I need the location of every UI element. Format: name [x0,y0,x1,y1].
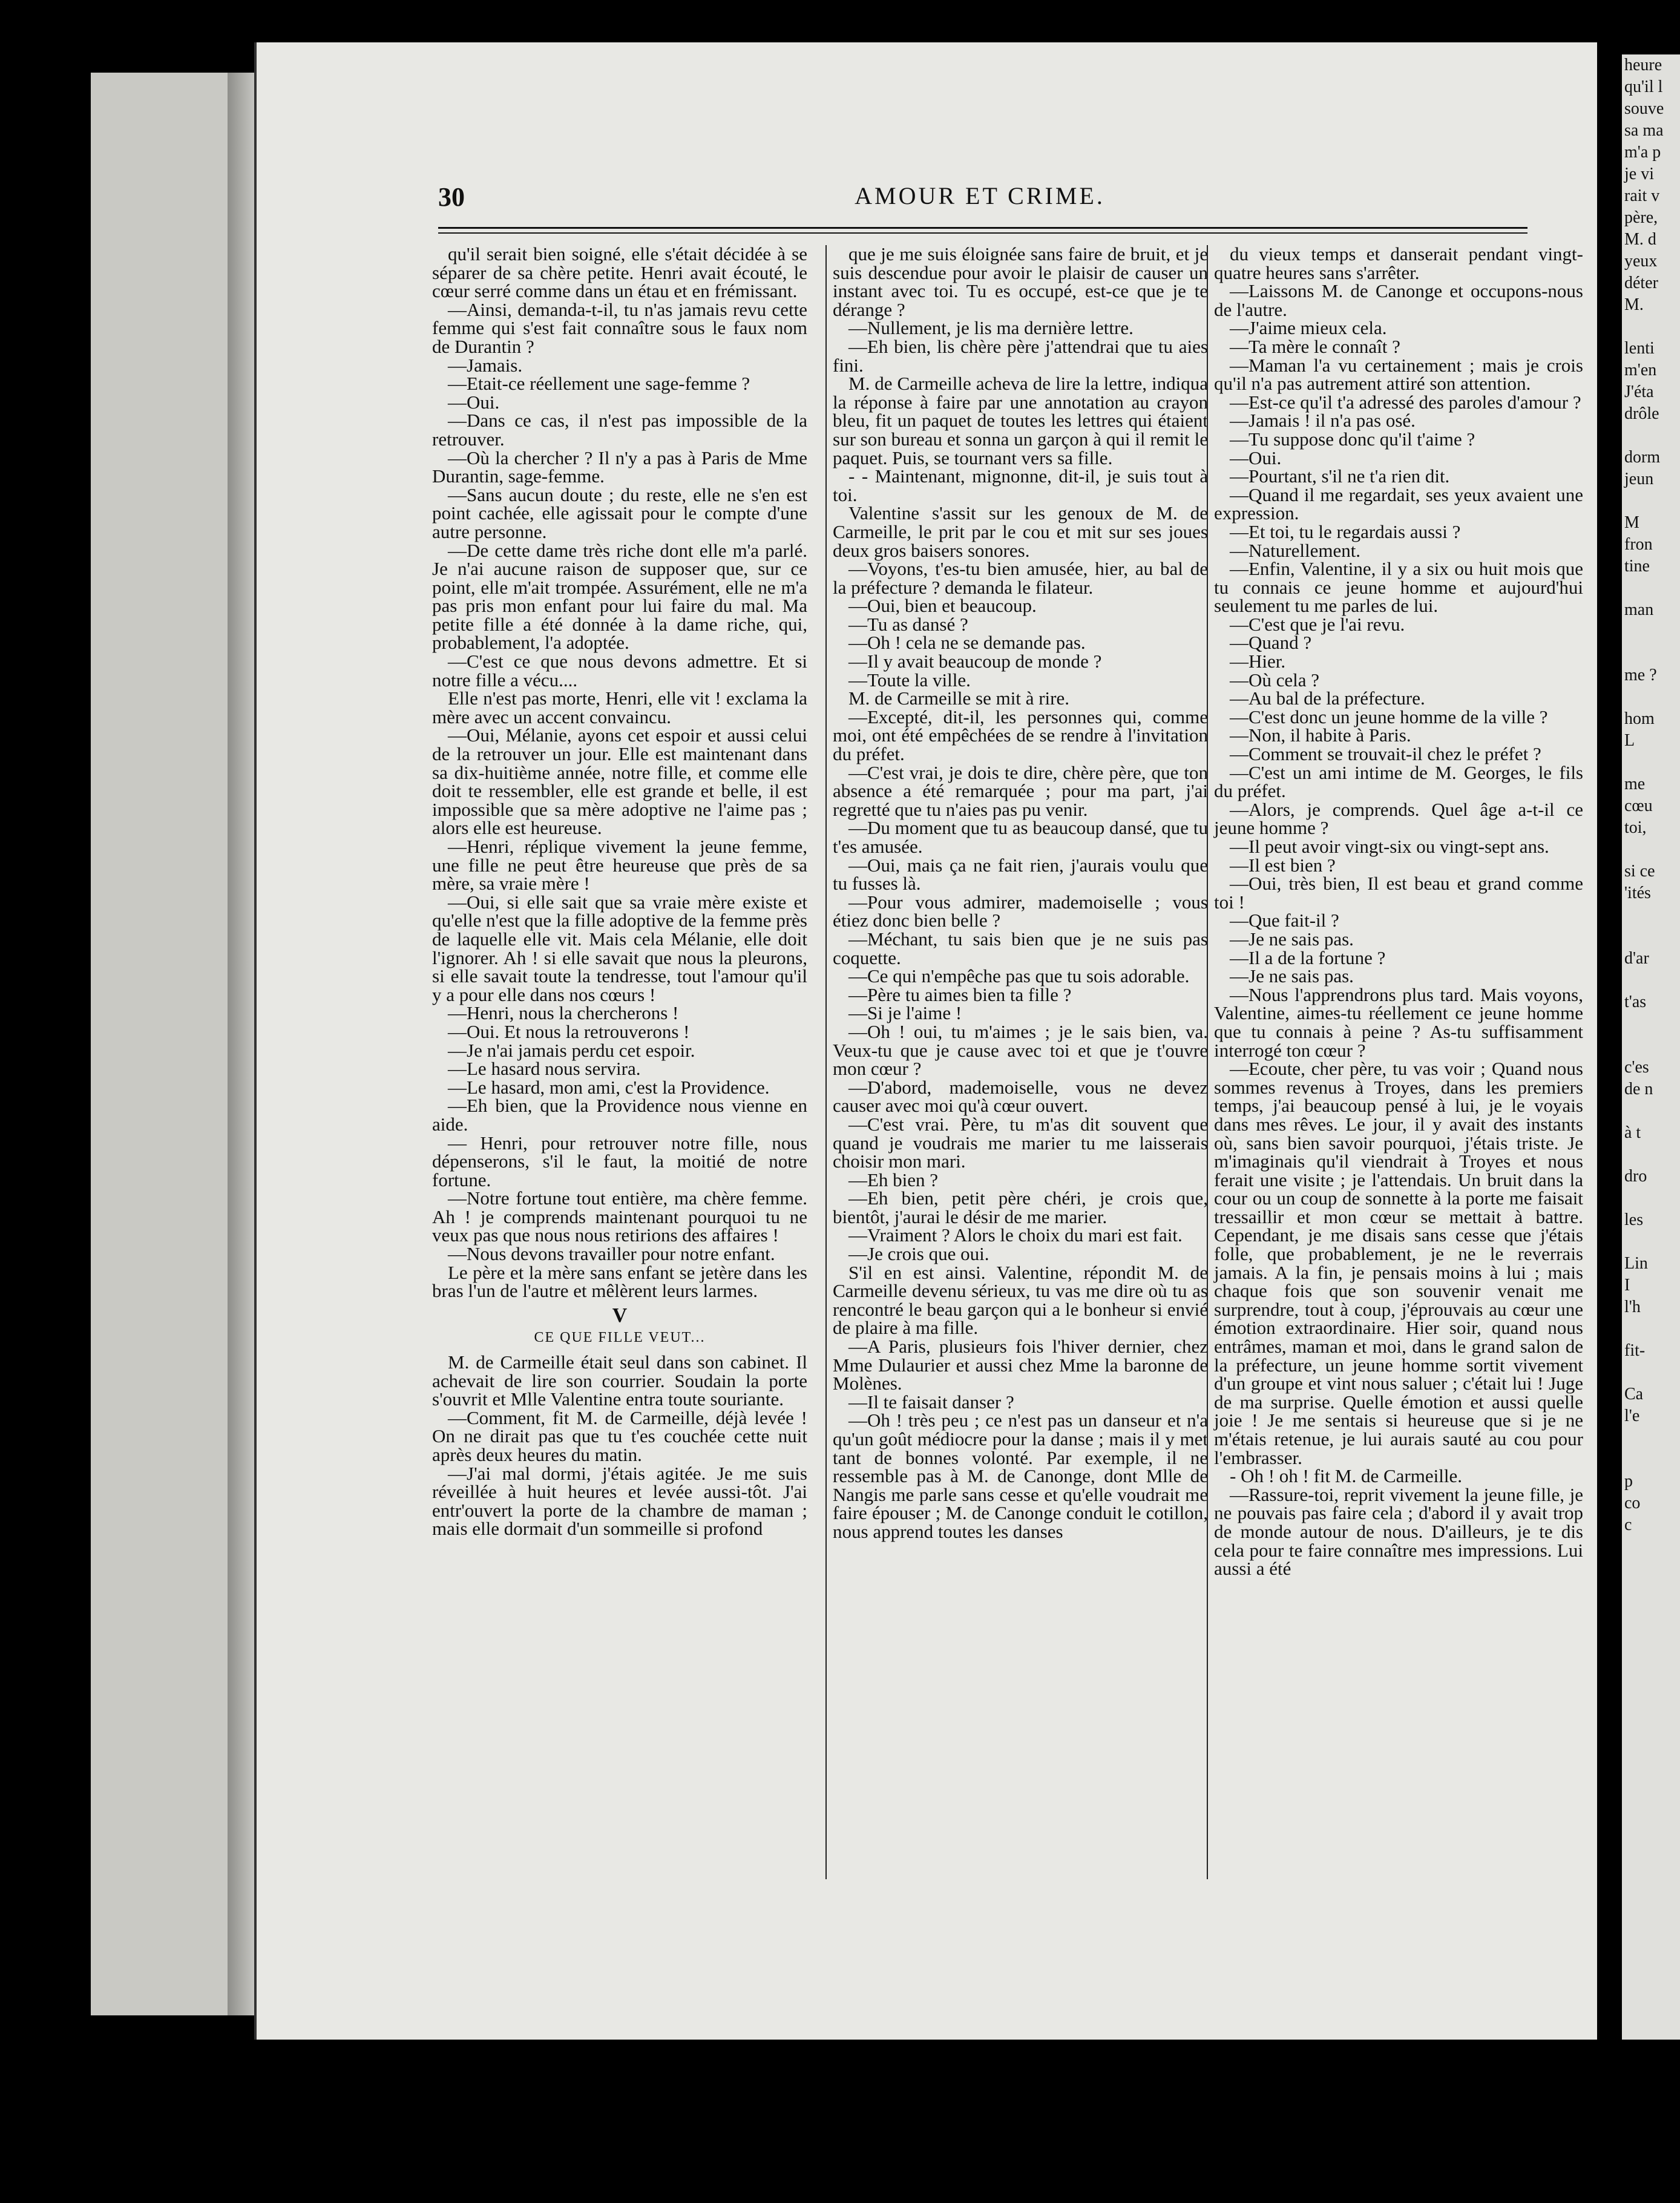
fragment-line: J'éta [1624,382,1654,401]
paragraph: Le père et la mère sans enfant se jetère dans les bras l'un de l'autre et mêlèrent leurs larmes. [432,1261,807,1302]
fragment-line: Ca [1624,1385,1644,1404]
fragment-line: souve [1624,99,1664,118]
fragment-line: hom [1624,709,1655,728]
fragment-line: me [1624,775,1646,793]
fragment-line [1622,1144,1680,1166]
paragraph: S'il en est ainsi. Valentine, répondit M. de Carmeille devenu sérieux, tu vas me dire où tu as rencontré le beau garçon qui a le bonheur si envié de plaire à ma fille. [833,1261,1208,1339]
fragment-line [1622,686,1680,708]
paragraph: —Le hasard nous servira. [448,1058,641,1080]
paragraph: —Où la chercher ? Il n'y a pas à Paris de Mme Durantin, sage-femme. [432,447,807,487]
column-3 [1207,245,1583,1879]
paragraph: —De cette dame très riche dont elle m'a parlé. Je n'ai aucune raison de supposer que, sur ce point, elle m'ait trompée. Assurément, elle ne m'a pas pris mon enfant pour lui faire du mal. Ma petite fille a été donnée à la dame riche, qui, probablement, l'a adoptée. [432,539,807,654]
paragraph: —Non, il habite à Paris. [1230,724,1411,746]
paragraph: —C'est vrai, je dois te dire, chère père, que ton absence a été remarquée ; pour ma part, j'ai regretté que tu n'aies pas pu venir. [833,761,1208,820]
fragment-line: M. d [1624,230,1656,249]
paragraph: Elle n'est pas morte, Henri, elle vit ! exclama la mère avec un accent convaincu. [432,688,807,727]
paragraph: —Comment, fit M. de Carmeille, déjà levée ! On ne dirait pas que tu t'es couchée cette nuit après deux heures du matin. [432,1407,807,1465]
fragment-line: fit- [1624,1341,1646,1360]
paragraph: —Quand il me regardait, ses yeux avaient une expression. [1214,484,1583,524]
paragraph: —Père tu aimes bien ta fille ? [848,983,1072,1005]
paragraph: —Notre fortune tout entière, ma chère femme. Ah ! je comprends maintenant pourquoi tu ne veux pas que nous nous retirions des affaires ! [432,1187,807,1246]
paragraph: —Il peut avoir vingt-six ou vingt-sept ans. [1230,836,1549,857]
fragment-line [1622,577,1680,599]
paragraph: —Oh ! cela ne se demande pas. [848,632,1086,654]
paragraph: —Eh bien, que la Providence nous vienne en aide. [432,1095,807,1135]
fragment-line [1622,643,1680,665]
paragraph: —C'est un ami intime de M. Georges, le fils du préfet. [1214,761,1583,802]
paragraph: —Hier. [1230,651,1286,672]
paragraph: —Voyons, t'es-tu bien amusée, hier, au bal de la préfecture ? demanda le filateur. [833,558,1208,598]
paragraph: —Nous l'apprendrons plus tard. Mais voyons, Valentine, aimes-tu réellement ce jeune homme que tu connais à peine ? As-tu suffisamment interrogé ton cœur ? [1214,983,1583,1061]
fragment-line: à t [1624,1123,1641,1142]
fragment-line: l'h [1624,1298,1641,1316]
fragment-line: l'e [1624,1407,1640,1425]
paragraph: —Jamais ! il n'a pas osé. [1230,410,1416,432]
paragraph: —Maman l'a vu certainement ; mais je crois qu'il n'a pas autrement attiré son attention. [1214,354,1583,395]
paragraph: Valentine s'assit sur les genoux de M. de Carmeille, le prit par le cou et mit sur ses joues deux gros baisers sonores. [833,502,1208,561]
paragraph: —Oui. Et nous la retrouverons ! [448,1020,690,1042]
paragraph: du vieux temps et danserait pendant vingt-quatre heures sans s'arrêter. [1214,245,1583,283]
paragraph: —Nullement, je lis ma dernière lettre. [848,317,1134,339]
paragraph: —Ecoute, cher père, tu vas voir ; Quand nous sommes revenus à Troyes, dans les premiers temps, j'ai beaucoup pensé à lui, je le voyais dans mes rêves. Le jour, il y avait des instants où, sans bien savoir pourquoi, j'étais triste. Je m'imaginais qu'il viendrait à Troyes et nous ferait une visite ; je l'attendais. Un bruit dans la cour ou un coup de sonnette à la porte me faisait tressaillir et mon cœur se mettait à battre. Cependant, je me disais sans cesse que j'étais folle, que probablement, je ne le reverrais jamais. A la fin, je pensais moins à lui ; mais chaque fois que son souvenir venait me surprendre, tout à coup, j'éprouvais au cœur une émotion extraordinaire. Hier soir, quand nous entrâmes, maman et moi, dans le grand salon de la préfecture, un jeune homme sortit vivement d'un groupe et vint nous saluer ; c'était lui ! Juge de ma surprise. Quelle émotion et aussi quelle joie ! Je me sentais si heureuse que si je ne m'étais retenue, je lui aurais sauté au cou pour l'embrasser. [1214,1058,1583,1468]
paragraph: —Je n'ai jamais perdu cet espoir. [448,1039,695,1061]
fragment-line: me ? [1624,666,1657,685]
fragment-line: 'ités [1624,884,1651,902]
paragraph: —Du moment que tu as beaucoup dansé, que tu t'es amusée. [833,817,1208,857]
paragraph: qu'il serait bien soigné, elle s'était décidée à se séparer de sa chère petite. Henri avait écouté, le cœur serré comme dans un étau et en frémissant. [432,245,807,302]
fragment-line: jeun [1624,470,1654,488]
paragraph: —Oh ! très peu ; ce n'est pas un danseur et n'a qu'un goût médiocre pour la danse ; mais il y met tant de bonnes volonté. Par exemple, il ne ressemble pas à M. de Canonge, dont Mlle de Nangis me parle sans cesse et qu'elle voudrait me faire épouser ; M. de Canonge conduit le cotillon, nous apprend toutes les danses [833,1410,1208,1542]
fragment-line: toi, [1624,818,1647,837]
paragraph: —C'est que je l'ai revu. [1230,613,1405,635]
fragment-line [1622,1013,1680,1035]
fragment-line [1622,425,1680,447]
paragraph: —Henri, nous la chercherons ! [448,1002,679,1024]
page-header [438,182,1521,224]
fragment-line: lenti [1624,339,1655,358]
paragraph: —Est-ce qu'il t'a adressé des paroles d'amour ? [1230,391,1581,413]
running-title: AMOUR ET CRIME. [855,182,1105,209]
paragraph: —Il te faisait danser ? [848,1391,1014,1413]
paragraph: —Nous devons travailler pour notre enfant. [448,1243,775,1265]
fragment-line [1622,1035,1680,1057]
fragment-line: Lin [1624,1254,1648,1273]
fragment-line: M. [1624,295,1644,314]
paragraph: —Eh bien ? [848,1169,939,1190]
paragraph: —Oh ! oui, tu m'aimes ; je le sais bien, va. Veux-tu que je cause avec toi et que je t'ouvre mon cœur ? [833,1020,1208,1080]
paragraph: —Où cela ? [1230,669,1320,691]
fragment-line: co [1624,1494,1641,1512]
fragment-line: tine [1624,557,1650,576]
paragraph: —Comment se trouvait-il chez le préfet ? [1230,743,1541,765]
fragment-line: drôle [1624,404,1659,423]
paragraph: —Toute la ville. [848,669,971,691]
fragment-line [1622,1318,1680,1340]
paragraph: —J'ai mal dormi, j'étais agitée. Je me suis réveillée à huit heures et levée aussi-tôt. J'ai entr'ouvert la porte de la chambre de maman ; mais elle dormait d'un sommeille si profond [432,1462,807,1540]
paragraph: —Il a de la fortune ? [1230,947,1386,968]
fragment-line: si ce [1624,862,1655,881]
paragraph: que je me suis éloignée sans faire de bruit, et je suis descendue pour avoir le plaisir de causer un instant avec toi. Tu es occupé, est-ce que je te dérange ? [833,245,1208,320]
fragment-line [1622,1362,1680,1384]
fragment-line [1622,1427,1680,1449]
paragraph: —Au bal de la préfecture. [1230,688,1425,709]
fragment-line [1622,1100,1680,1122]
fragment-line: m'a p [1624,143,1661,162]
fragment-line: M [1624,513,1639,532]
paragraph: — Henri, pour retrouver notre fille, nous dépenserons, s'il le faut, la moitié de notre fortune. [432,1132,807,1190]
paragraph: —Etait-ce réellement une sage-femme ? [448,373,750,395]
section-title: CE QUE FILLE VEUT... [534,1330,706,1346]
left-book-edge [91,73,264,2015]
fragment-line: L [1624,731,1635,750]
paragraph: —Rassure-toi, reprit vivement la jeune fille, je ne pouvais pas faire cela ; d'abord il y avait trop de monde autour de nous. D'ailleurs, je te dis cela pour te faire connaître mes impressions. Lui aussi a été [1214,1483,1583,1580]
paragraph: —Et toi, tu le regardais aussi ? [1230,520,1461,542]
paragraph: —Que fait-il ? [1230,910,1339,931]
paragraph: —Ce qui n'empêche pas que tu sois adorable. [848,965,1190,987]
paragraph: —Vraiment ? Alors le choix du mari est fait. [848,1224,1183,1246]
paragraph: —Eh bien, lis chère père j'attendrai que tu aies fini. [833,335,1208,376]
paragraph: —Enfin, Valentine, il y a six ou huit mois que tu connais ce jeune homme et aujourd'hui seulement tu me parles de lui. [1214,558,1583,617]
paragraph: —A Paris, plusieurs fois l'hiver dernier, chez Mme Dulaurier et aussi chez Mme la baronne de Molènes. [833,1336,1208,1394]
paragraph: —Pour vous admirer, mademoiselle ; vous étiez donc bien belle ? [833,891,1208,931]
paragraph: —Excepté, dit-il, les personnes qui, comme moi, ont été empêchées de se rendre à l'invitation du préfet. [833,706,1208,765]
fragment-line: fron [1624,535,1653,554]
page [254,42,1597,2040]
fragment-line [1622,1187,1680,1209]
paragraph: —Jamais. [448,354,523,376]
fragment-line: cœu [1624,796,1653,815]
paragraph: —Pourtant, s'il ne t'a rien dit. [1230,465,1450,487]
paragraph: —Eh bien, petit père chéri, je crois que, bientôt, j'aurai le désir de me marier. [833,1187,1208,1227]
paragraph: —Oui, très bien, Il est beau et grand comme toi ! [1214,873,1583,913]
paragraph: —Je ne sais pas. [1230,965,1354,987]
page-number: 30 [438,182,465,212]
fragment-line: sa ma [1624,121,1664,140]
paragraph: —Oui, si elle sait que sa vraie mère existe et qu'elle n'est que la fille adoptive de la femme près de laquelle elle vit. Mais cela Mélanie, elle doit l'ignorer. Ah ! si elle savait que nous la pleurons, si elle savait toute la tendresse, tout l'amour qu'il y a pour elle dans nos cœurs ! [432,891,807,1005]
fragment-line: je vi [1624,165,1654,183]
paragraph: —Tu as dansé ? [848,613,968,635]
fragment-line [1622,490,1680,512]
fragment-line [1622,752,1680,773]
fragment-line: m'en [1624,361,1657,379]
paragraph: M. de Carmeille acheva de lire la lettre, indiqua la réponse à faire par une annotation au crayon bleu, fit un paquet de toutes les lettres qui étaient sur son bureau et sonna un garçon à qui il remit le paquet. Puis, se tournant vers sa fille. [833,373,1208,468]
fragment-line: c'es [1624,1058,1649,1077]
fragment-line: dro [1624,1167,1647,1186]
paragraph: —Si je l'aime ! [848,1002,962,1024]
paragraph: —Laissons M. de Canonge et occupons-nous de l'autre. [1214,280,1583,320]
fragment-line: p [1624,1472,1633,1491]
paragraph: - Oh ! oh ! fit M. de Carmeille. [1230,1465,1462,1487]
paragraph: —Dans ce cas, il n'est pas impossible de la retrouver. [432,410,807,450]
paragraph: —Je ne sais pas. [1230,928,1354,950]
fragment-line: I [1624,1276,1630,1295]
paragraph: —Méchant, tu sais bien que je ne suis pas coquette. [833,928,1208,968]
paragraph: —Oui, Mélanie, ayons cet espoir et aussi celui de la retrouver un jour. Elle est maintenant dans sa dix-huitième année, notre fille, et comme elle doit te ressembler, elle est grande et belle, il est impossible que sa mère adoptive ne l'aime pas ; alors elle est heureuse. [432,724,807,839]
paragraph: —D'abord, mademoiselle, vous ne devez causer avec moi qu'à cœur ouvert. [833,1076,1208,1117]
paragraph: —Tu suppose donc qu'il t'aime ? [1230,428,1475,450]
fragment-line [1622,904,1680,926]
fragment-line: de n [1624,1080,1653,1098]
fragment-line: qu'il l [1624,77,1663,96]
fragment-line: dorm [1624,448,1661,467]
paragraph: —Naturellement. [1230,539,1361,561]
fragment-line: heure [1624,56,1662,74]
paragraph: —C'est ce que nous devons admettre. Et si notre fille a vécu.... [432,651,807,691]
column-2 [825,245,1208,1879]
fragment-line [1622,926,1680,948]
paragraph: —J'aime mieux cela. [1230,317,1387,339]
paragraph: —Oui, bien et beaucoup. [848,595,1037,617]
paragraph: —C'est vrai. Père, tu m'as dit souvent que quand je voudrais me marier tu me laisserais choisir mon mari. [833,1113,1208,1172]
paragraph: —Le hasard, mon ami, c'est la Providence. [448,1076,770,1098]
fragment-line: déter [1624,274,1658,292]
paragraph: —Oui. [448,391,500,413]
fragment-line: t'as [1624,993,1647,1011]
fragment-line [1622,316,1680,338]
paragraph: —Alors, je comprends. Quel âge a-t-il ce jeune homme ? [1214,798,1583,839]
fragment-line: yeux [1624,252,1658,271]
paragraph: M. de Carmeille se mit à rire. [848,688,1069,709]
header-rule [438,227,1527,234]
fragment-line: père, [1624,208,1658,227]
fragment-line: man [1624,600,1654,619]
paragraph: —Oui, mais ça ne fait rien, j'aurais voulu que tu fusses là. [833,854,1208,895]
paragraph: —Il y avait beaucoup de monde ? [848,651,1102,672]
paragraph: - - Maintenant, mignonne, dit-il, je suis tout à toi. [833,465,1208,505]
paragraph: —Ainsi, demanda-t-il, tu n'as jamais revu cette femme qui s'est fait connaître sous le faux nom de Durantin ? [432,298,807,357]
fragment-line [1622,621,1680,643]
section-number: V [612,1304,628,1327]
fragment-line [1622,1231,1680,1253]
fragment-line: les [1624,1210,1644,1229]
paragraph: —Ta mère le connaît ? [1230,335,1400,357]
fragment-line [1622,1449,1680,1471]
fragment-line: rait v [1624,186,1660,205]
paragraph: —Quand ? [1230,632,1312,654]
paragraph: —Il est bien ? [1230,854,1336,876]
fragment-line: d'ar [1624,949,1649,968]
paragraph: —Je crois que oui. [848,1243,989,1265]
right-page-fragment [1622,54,1680,2040]
fragment-line [1622,839,1680,861]
paragraph: —Henri, réplique vivement la jeune femme, une fille ne peut être heureuse que près de sa mère, sa vraie mère ! [432,836,807,895]
column-1 [432,245,807,1879]
paragraph: M. de Carmeille était seul dans son cabinet. Il achevait de lire son courrier. Soudain la porte s'ouvrit et Mlle Valentine entra toute souriante. [432,1351,807,1410]
fragment-line: c [1624,1515,1632,1534]
paragraph: —C'est donc un jeune homme de la ville ? [1230,706,1548,727]
paragraph: —Sans aucun doute ; du reste, elle ne s'en est point cachée, elle agissait pour le compte d'une autre personne. [432,484,807,542]
fragment-line [1622,970,1680,991]
paragraph: —Oui. [1230,447,1282,468]
